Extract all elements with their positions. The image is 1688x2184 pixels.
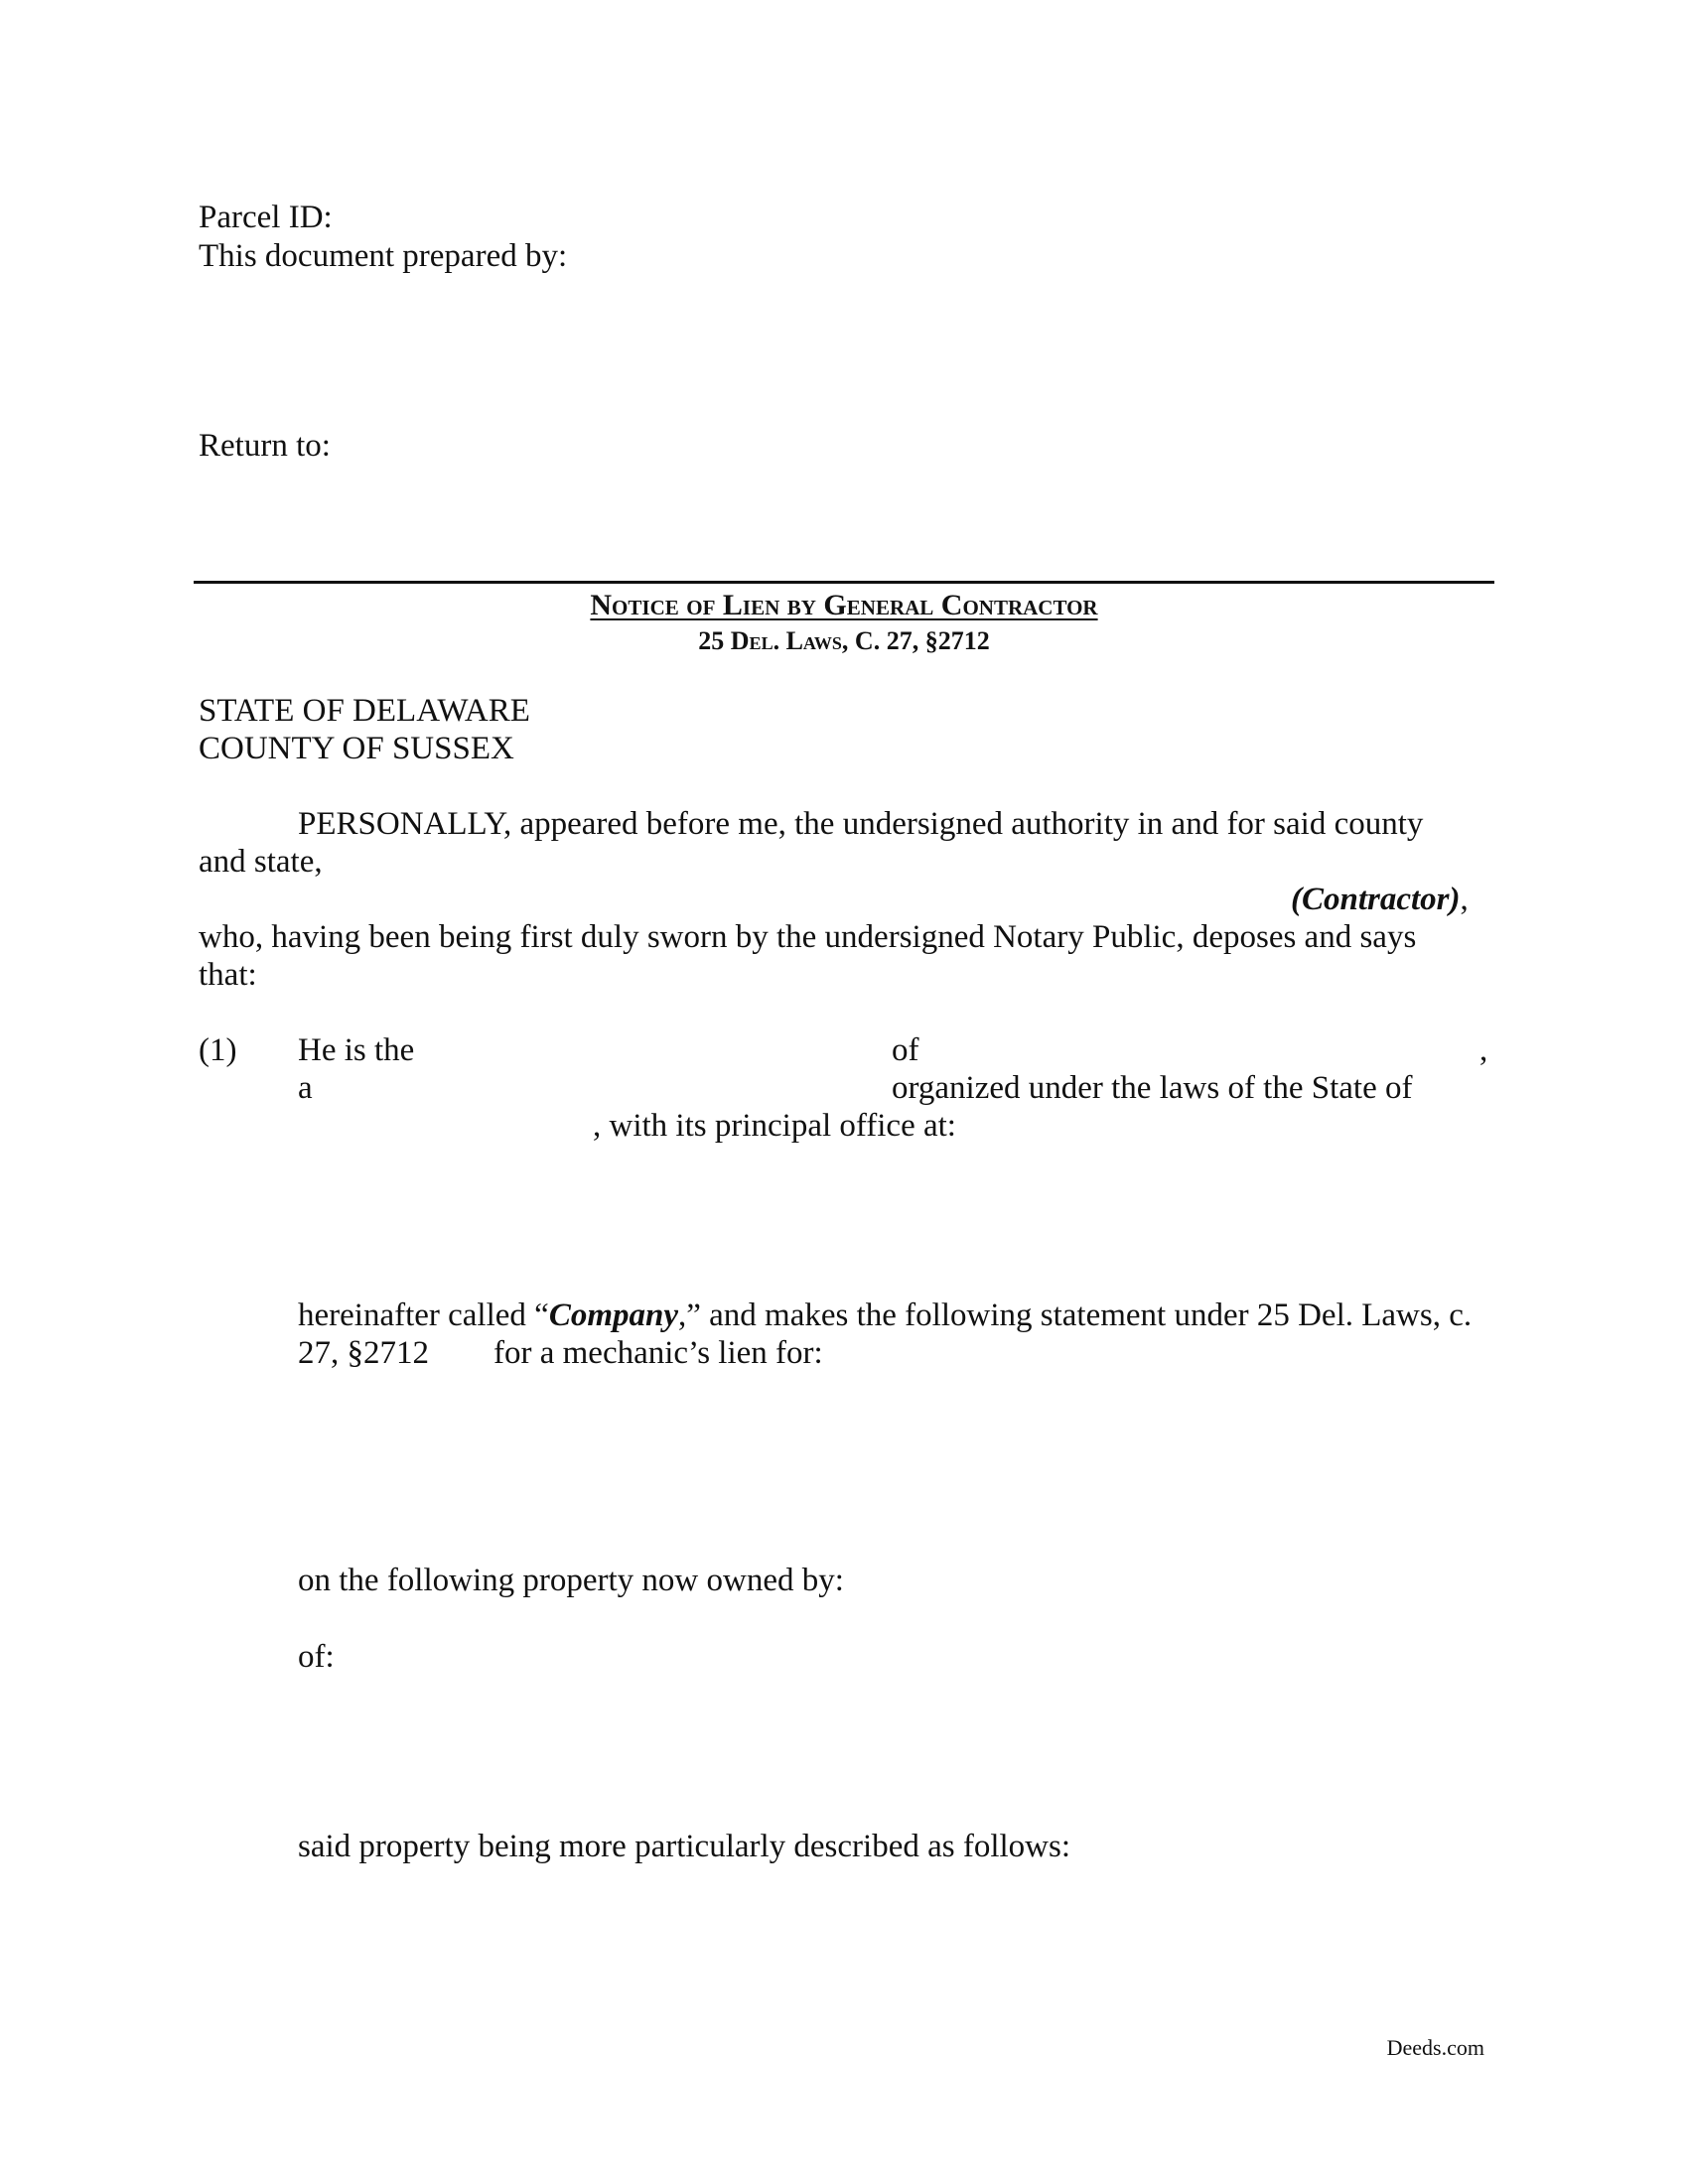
mechanics-lien-label: for a mechanic’s lien for: [493, 1335, 823, 1371]
return-to-label: Return to: [199, 428, 331, 464]
statute-citation: 25 Del. Laws, C. 27, §2712 [698, 626, 990, 655]
statute-reference: 27, §2712 [298, 1335, 429, 1371]
owner-of-label: of: [298, 1639, 335, 1675]
prepared-by-label: This document prepared by: [199, 238, 568, 274]
item-comma: , [1479, 1032, 1488, 1068]
a-label: a [298, 1070, 313, 1106]
document-title [194, 588, 1494, 623]
parcel-id-label: Parcel ID: [199, 200, 333, 235]
state-venue: STATE OF DELAWARE [199, 693, 530, 729]
property-owner-label: on the following property now owned by: [298, 1563, 844, 1598]
hereinafter-line [298, 1297, 1472, 1334]
contractor-label-group [1291, 881, 1469, 918]
he-is-the-label: He is the [298, 1032, 415, 1068]
intro-line-1: PERSONALLY, appeared before me, the undersigned authority in and for said county [298, 806, 1424, 842]
hereinafter-suffix: ,” and makes the following statement under 25 Del. Laws, c. [678, 1297, 1473, 1333]
company-label: Company [548, 1297, 679, 1333]
property-description-label: said property being more particularly described as follows: [298, 1829, 1071, 1864]
organized-label: organized under the laws of the State of [892, 1070, 1413, 1106]
intro-line-2: and state, [199, 844, 323, 880]
intro-line-4: that: [199, 957, 257, 993]
item-number: (1) [199, 1032, 237, 1068]
county-venue: COUNTY OF SUSSEX [199, 731, 514, 766]
principal-office-label: , with its principal office at: [593, 1108, 956, 1144]
of-label: of [892, 1032, 919, 1068]
footer-brand: Deeds.com [1386, 2035, 1484, 2060]
contractor-label: (Contractor) [1291, 882, 1461, 917]
intro-line-3: who, having been being first duly sworn by the undersigned Notary Public, deposes and says [199, 919, 1417, 955]
document-title-text: Notice of Lien by General Contractor [590, 589, 1098, 621]
contractor-comma: , [1460, 882, 1469, 917]
header-divider [194, 581, 1494, 584]
hereinafter-prefix: hereinafter called “ [298, 1297, 549, 1333]
